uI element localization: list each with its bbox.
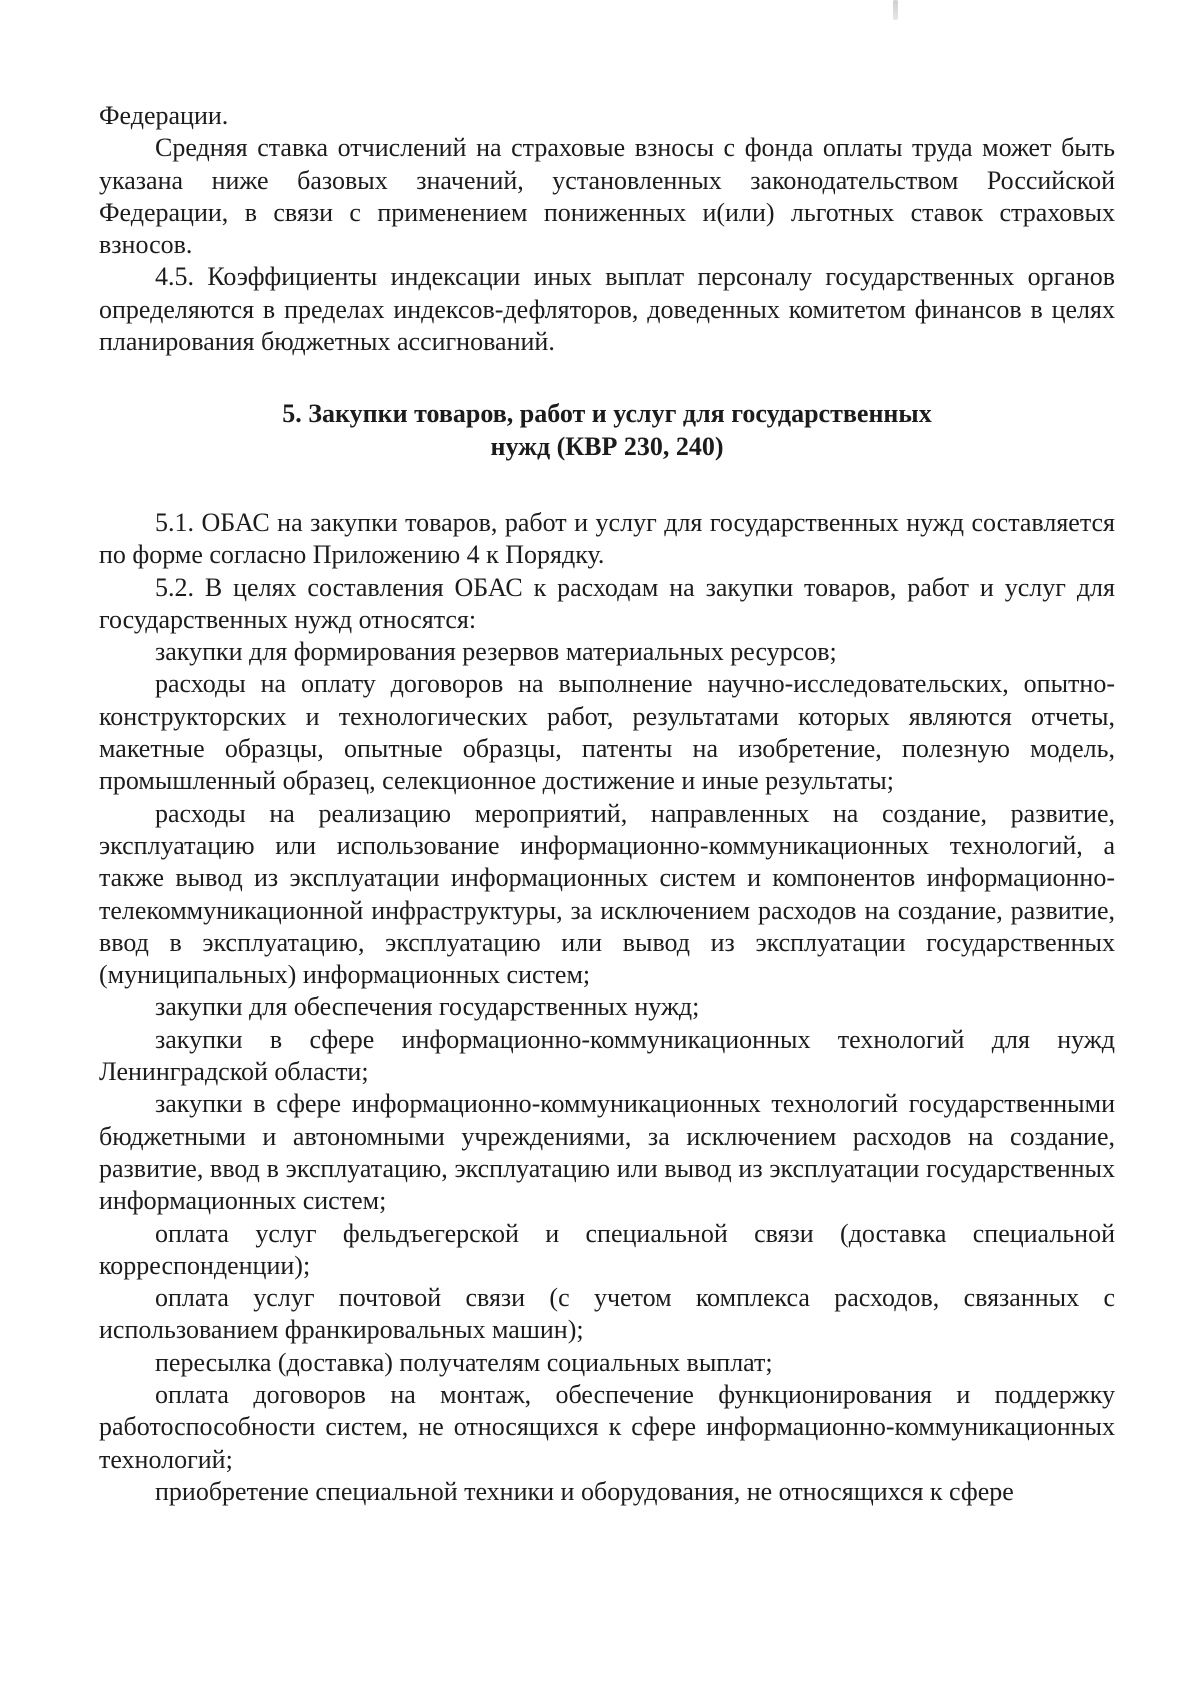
paragraph-insurance-rate: Средняя ставка отчислений на страховые взносы с фонда оплаты труда может быть указана ниже базовых значений, установленных законодательством Российской Федерации, в связи с применением пониженных и(или) льготных ставок страховых взносов.	[99, 133, 1115, 260]
section-heading	[99, 398, 1115, 463]
paragraph-continuation: Федерации.	[99, 101, 229, 130]
scan-artifact-mark	[893, 0, 898, 20]
list-item: оплата договоров на монтаж, обеспечение функционирования и поддержку работоспособности систем, не относящихся к сфере информационно-коммуникационных технологий;	[99, 1379, 1115, 1474]
paragraph-5-2: 5.2. В целях составления ОБАС к расходам на закупки товаров, работ и услуг для государственных нужд относятся:	[99, 572, 1115, 634]
list-item: приобретение специальной техники и оборудования, не относящихся к сфере	[155, 1476, 1014, 1506]
list-item: закупки для формирования резервов материальных ресурсов;	[155, 637, 837, 667]
section-heading-line-2: нужд (КВР 230, 240)	[490, 431, 724, 461]
list-item: закупки для обеспечения государственных нужд;	[155, 992, 700, 1022]
list-item: закупки в сфере информационно-коммуникационных технологий для нужд Ленинградской области;	[99, 1024, 1115, 1087]
section-heading-line-1: 5. Закупки товаров, работ и услуг для государственных	[282, 399, 932, 429]
paragraph-5-1: 5.1. ОБАС на закупки товаров, работ и услуг для государственных нужд составляется по форме согласно Приложению 4 к Порядку.	[99, 507, 1115, 570]
list-item: закупки в сфере информационно-коммуникационных технологий государственными бюджетными и автономными учреждениями, за исключением расходов на создание, развитие, ввод в эксплуатацию, эксплуатацию или вывод из эксплуатации государственных информационных систем;	[99, 1089, 1115, 1216]
document-page	[99, 100, 1115, 1508]
list-item: расходы на реализацию мероприятий, направленных на создание, развитие, эксплуатацию или использование информационно-коммуникационных технологий, а также вывод из эксплуатации информационных систем и компонентов информационно-телекоммуникационной инфраструктуры, за исключением расходов на создание, развитие, ввод в эксплуатацию, эксплуатацию или вывод из эксплуатации государственных (муниципальных) информационных систем;	[99, 798, 1115, 990]
list-item: оплата услуг почтовой связи (с учетом комплекса расходов, связанных с использованием франкировальных машин);	[99, 1283, 1115, 1345]
list-item: расходы на оплату договоров на выполнение научно-исследовательских, опытно-конструкторских и технологических работ, результатами которых являются отчеты, макетные образцы, опытные образцы, патенты на изобретение, полезную модель, промышленный образец, селекционное достижение и иные результаты;	[99, 669, 1115, 796]
list-item: оплата услуг фельдъегерской и специальной связи (доставка специальной корреспонденции);	[99, 1218, 1115, 1280]
paragraph-4-5: 4.5. Коэффициенты индексации иных выплат персоналу государственных органов определяются в пределах индексов-дефляторов, доведенных комитетом финансов в целях планирования бюджетных ассигнований.	[99, 262, 1115, 357]
list-item: пересылка (доставка) получателям социальных выплат;	[155, 1347, 773, 1377]
